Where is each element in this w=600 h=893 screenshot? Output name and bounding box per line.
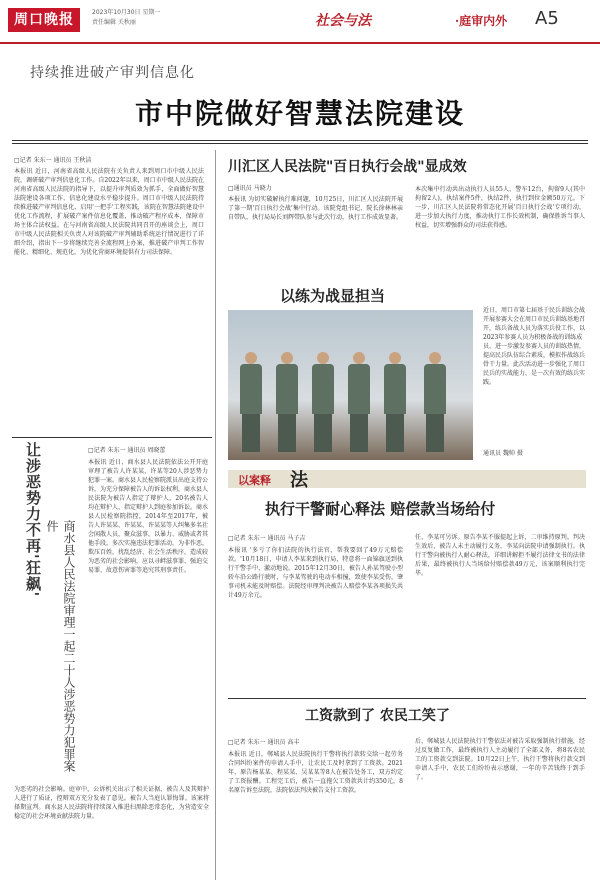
masthead-bar: [0, 0, 600, 44]
case-tag-glyph: 法: [290, 470, 308, 491]
case2-body-a: 本报讯 近日，郸城县人民法院执行干警将执行款转交给一起劳务合同纠纷案件的申请人手中，让农民工及时拿到了工资款。2021年，原告杨某某、程某某、吴某某等8人在被告处务工，双方约定了工资报酬。工程完工后，被告一直拖欠工资款共计约350元，8名原告诉至法院，法院依法判决被告支付工资款。: [228, 751, 403, 794]
case-tag-label: 以案释: [238, 474, 271, 487]
soldier-figure: [348, 352, 370, 452]
newspaper-logo: 周口晚报: [8, 8, 80, 32]
side-vertical-subtitle: 商水县人民法院审理一起二十人涉恶势力犯罪案件: [45, 520, 76, 772]
issue-date: 2023年10月30日 星期一: [92, 9, 161, 16]
lead-kicker: 持续推进破产审判信息化: [30, 65, 195, 81]
column-divider: [215, 150, 216, 880]
story2-body-a: 本报讯 为切实破解执行难问题，10月25日，川汇区人民法院开展了第一期'百日执行会战'集中行动。该院党组书记、院长徐林林亲自带队，执行局局长刘辉带队参与此次行动，执行工作成效显著。: [228, 196, 403, 221]
page-number: A5: [535, 8, 559, 29]
divider: [228, 698, 586, 699]
story2-body-b: 本次集中行动共出动执行人员55人、警车12台，拘留9人(其中拘留2人)，执结案件5件，执结2件，执行到位金额50万元。下一步，川汇区人民法院将常态化开展'百日执行会战'专项行动，进一步加大执行力度，推动执行工作长效机制，确保胜诉当事人权益，切实增强群众的司法获得感。: [415, 186, 585, 229]
drill-title: 以练为战显担当: [280, 287, 386, 305]
story2-title: 川汇区人民法院"百日执行会战"显成效: [228, 159, 467, 175]
soldier-figure: [276, 352, 298, 452]
masthead-meta: [92, 8, 160, 28]
lead-headline: 市中院做好智慧法院建设: [134, 97, 465, 130]
case2-body-b: 后，郸城县人民法院执行干警依法对被告采取强制执行措施，经过反复做工作，最终被执行人主动履行了全部义务，将8名农民工的工资款交到法院。10月22日上午，执行干警将执行款交到申请人手中，农民工们纷纷表示感谢，一年的辛苦钱终于到手了。: [415, 738, 585, 781]
soldier-figure: [384, 352, 406, 452]
case1-body-b: 任，李某可另诉。原告李某不服提起上诉，二审维持原判。判决生效后，被告人未主动履行义务，李某向法院申请强制执行。执行干警向被执行人耐心释法，详细讲解拒不履行法律文书的法律后果，最终被执行人当场给付赔偿款49万元，该案顺利执行完毕。: [415, 534, 585, 577]
side-body-bottom: 为恶劣的社会影响。庭审中，公诉机关出示了相关证据，被告人及其辩护人进行了质证，控辩双方充分发表了意见。被告人当庭认罪悔罪。该案将择期宣判。商水县人民法院将持续深入推进扫黑除恶常态化，为营造安全稳定的社会环境贡献法院力量。: [14, 786, 209, 820]
case2-title: 工资款到了 农民工笑了: [305, 708, 450, 724]
page-editor: 责任编辑 关秋丽: [92, 19, 136, 26]
lead-body: 本报讯 近日，河南省高级人民法院有关负责人来到周口市中级人民法院，调研破产审判信息化工作。自2022年以来，周口市中级人民法院在河南省高级人民法院的指导下，以提升审判质效为抓手，全面做好智慧法院建设各项工作，信息化建设水平稳步提升。周口市中级人民法院持续推进破产审判信息化，启用'一把手'工程实践，该院在智慧法院建设中优化工作流程，扩展破产案件信息化覆盖，推动破产程序成本，保障市场主体合法权益。在与河南省高级人民法院共同召开的座谈会上，周口市中级人民法院相关负责人对该院破产审判辅助系统运行情况进行了详细介绍，指出下一步将继续完善全流程网上办案，推进破产审判工作智能化、精细化、规范化，为优化营商环境提供有力司法保障。: [14, 168, 204, 256]
section-title: 社会与法: [315, 13, 371, 29]
column-title: ·庭审内外: [455, 14, 508, 28]
drill-photo: [228, 310, 473, 460]
divider: [12, 140, 588, 141]
side-body: 本报讯 近日，商水县人民法院依法公开开庭审理了被告人许某某、许某等20人涉恶势力犯罪一案。商水县人民检察院派员出庭支持公诉，为充分保障被告人的诉讼权利，商水县人民法院为被告人指定了辩护人，20名被告人均在辩护人、指定辩护人到庭参加诉讼。商水县人民检察院指控，2014年至2017年，被告人许某某、许某某、许某某等人纠集多名社会闲散人员，聚众滋事，以暴力、威胁或者其他手段，多次实施违法犯罪活动，为非作恶，欺压百姓，扰乱经济、社会生活秩序，造成较为恶劣的社会影响，应以寻衅滋事罪、强迫交易罪、故意伤害罪等追究其刑事责任。: [88, 459, 208, 574]
side-byline: □记者 朱东一 通讯员 周晓蕾: [88, 447, 166, 454]
case1-title: 执行干警耐心释法 赔偿款当场给付: [265, 500, 496, 518]
lead-byline: □记者 朱东一 通讯员 王秋洁: [14, 157, 92, 164]
side-vertical-title: 让涉恶势力不再'狂飙': [24, 442, 42, 598]
divider: [12, 437, 212, 438]
case-section-tag: [228, 470, 586, 491]
soldier-figure: [424, 352, 446, 452]
story2-byline: □通讯员 马晓力: [228, 185, 272, 192]
drill-credit: 通讯员 魏帅 摄: [483, 450, 523, 457]
drill-caption: 近日，周口市第七届基于民兵训练会战开展参赛大会在周口市民兵训练基地召开，练兵备战人员为落实兵役工作，以2023年参赛人员为积极备战的训练成员，进一步激发参赛人员的训练热情，提高民兵队伍综合素质，模拟作战练兵骨干力量。此次活动进一步强化了周口民兵的实战能力，是一次有效的练兵实践。: [483, 307, 586, 386]
divider: [12, 143, 588, 144]
case1-body-a: 本报讯 '多亏了你们法院的执行法官，帮我要回了49万元赔偿款。'10月18日，申请人李某来到执行局，特意将一面锦旗送到执行干警手中，激动地说。2015年12月30日，被告人孙某驾驶小型轿车沿公路行驶时，与李某驾驶的电动车相撞，致使李某受伤，肇事司机未能及时赔偿。法院经审理判决被告人赔偿李某各项损失共计49万余元。: [228, 547, 403, 599]
soldier-figure: [240, 352, 262, 452]
case1-byline: □记者 朱东一 通讯员 马子吉: [228, 535, 306, 542]
case2-byline: □记者 朱东一 通讯员 高丰: [228, 739, 300, 746]
soldier-figure: [312, 352, 334, 452]
